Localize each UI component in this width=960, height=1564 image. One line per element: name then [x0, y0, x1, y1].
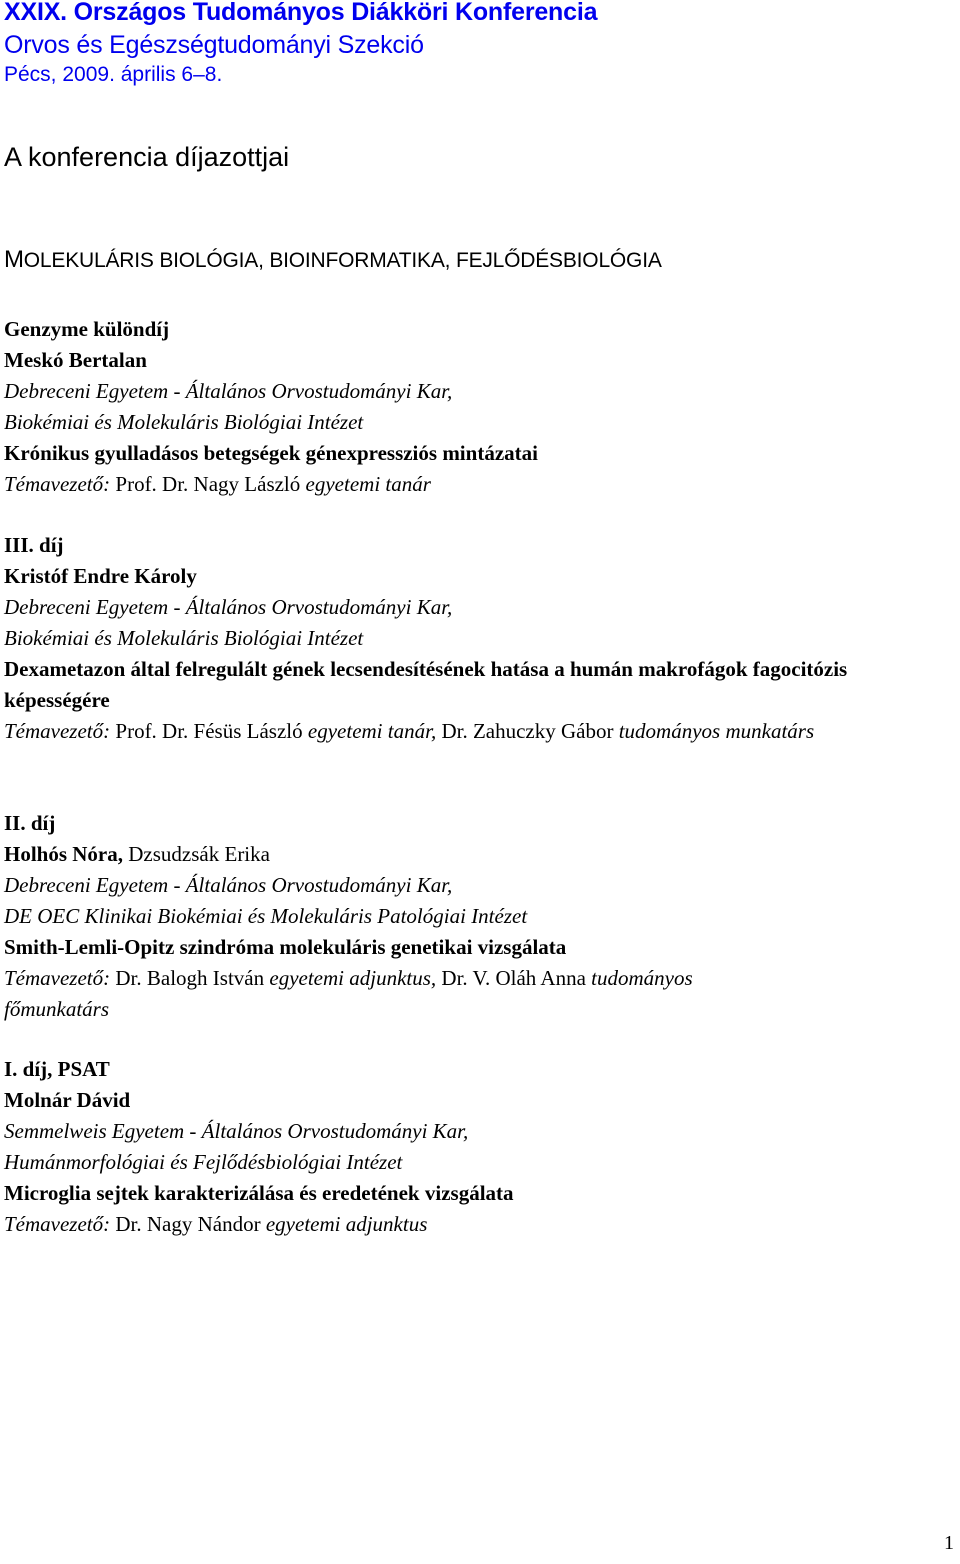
category-heading	[4, 246, 662, 274]
award-students	[4, 561, 934, 592]
affiliation-line-2: Biokémiai és Molekuláris Biológiai Intézet	[4, 626, 364, 650]
award-students	[4, 839, 934, 870]
affiliation-line-2: Biokémiai és Molekuláris Biológiai Intézet	[4, 410, 364, 434]
affiliation-line-2: DE OEC Klinikai Biokémiai és Molekuláris Patológiai Intézet	[4, 904, 528, 928]
supervisor-label: Témavezető:	[4, 719, 111, 743]
page-number: 1	[944, 1532, 954, 1554]
supervisor2-name: Dr. V. Oláh Anna	[441, 966, 586, 990]
supervisor-line	[4, 963, 784, 1025]
student-names-regular: Dzsudzsák Erika	[128, 842, 270, 866]
conference-date: Pécs, 2009. április 6–8.	[4, 63, 223, 86]
supervisor-name: Prof. Dr. Fésüs László	[115, 719, 303, 743]
supervisor-label: Témavezető:	[4, 472, 111, 496]
student-names-bold: Kristóf Endre Károly	[4, 564, 197, 588]
award-name: Genzyme különdíj	[4, 317, 170, 341]
affiliation-line-1: Debreceni Egyetem - Általános Orvostudományi Kar,	[4, 873, 453, 897]
award-name: III. díj	[4, 533, 64, 557]
paper-title: Microglia sejtek karakterizálása és eredetének vizsgálata	[4, 1181, 514, 1205]
award-entry	[4, 1054, 934, 1240]
category-first-letter: M	[4, 246, 24, 273]
conference-title: XXIX. Országos Tudományos Diákköri Konferencia	[4, 0, 598, 26]
supervisor-role: egyetemi tanár,	[307, 719, 437, 743]
supervisor2-role: tudományos főmunkatárs	[4, 966, 693, 1021]
supervisor-line	[4, 716, 934, 747]
affiliation-line-1: Debreceni Egyetem - Általános Orvostudományi Kar,	[4, 379, 453, 403]
award-students	[4, 345, 934, 376]
supervisor-name: Dr. Nagy Nándor	[115, 1212, 261, 1236]
student-names-bold: Meskó Bertalan	[4, 348, 147, 372]
affiliation-line-1: Debreceni Egyetem - Általános Orvostudományi Kar,	[4, 595, 453, 619]
category-rest: OLEKULÁRIS BIOLÓGIA, BIOINFORMATIKA, FEJLŐDÉSBIOLÓGIA	[23, 249, 662, 272]
page-heading: A konferencia díjazottjai	[4, 142, 290, 172]
award-name: I. díj, PSAT	[4, 1057, 110, 1081]
affiliation-line-2: Humánmorfológiai és Fejlődésbiológiai Intézet	[4, 1150, 403, 1174]
paper-title: Dexametazon által felregulált gének lecsendesítésének hatása a humán makrofágok fagocitózis képességére	[4, 657, 848, 712]
award-entry	[4, 808, 934, 1025]
conference-section: Orvos és Egészségtudományi Szekció	[4, 31, 424, 59]
supervisor-name: Prof. Dr. Nagy László	[115, 472, 301, 496]
supervisor-label: Témavezető:	[4, 966, 111, 990]
award-entry	[4, 314, 934, 500]
supervisor-role: egyetemi adjunktus,	[269, 966, 437, 990]
award-students	[4, 1085, 934, 1116]
supervisor-line	[4, 469, 934, 500]
student-names-bold: Molnár Dávid	[4, 1088, 131, 1112]
supervisor-label: Témavezető:	[4, 1212, 111, 1236]
supervisor-role: egyetemi tanár	[305, 472, 431, 496]
supervisor-role: egyetemi adjunktus	[265, 1212, 428, 1236]
supervisor-line	[4, 1209, 934, 1240]
paper-title: Smith-Lemli-Opitz szindróma molekuláris genetikai vizsgálata	[4, 935, 567, 959]
paper-title: Krónikus gyulladásos betegségek génexpressziós mintázatai	[4, 441, 538, 465]
supervisor2-name: Dr. Zahuczky Gábor	[441, 719, 614, 743]
award-name: II. díj	[4, 811, 56, 835]
affiliation-line-1: Semmelweis Egyetem - Általános Orvostudományi Kar,	[4, 1119, 469, 1143]
supervisor-name: Dr. Balogh István	[115, 966, 265, 990]
student-names-bold: Holhós Nóra,	[4, 842, 124, 866]
award-entry	[4, 530, 934, 747]
supervisor2-role: tudományos munkatárs	[618, 719, 815, 743]
